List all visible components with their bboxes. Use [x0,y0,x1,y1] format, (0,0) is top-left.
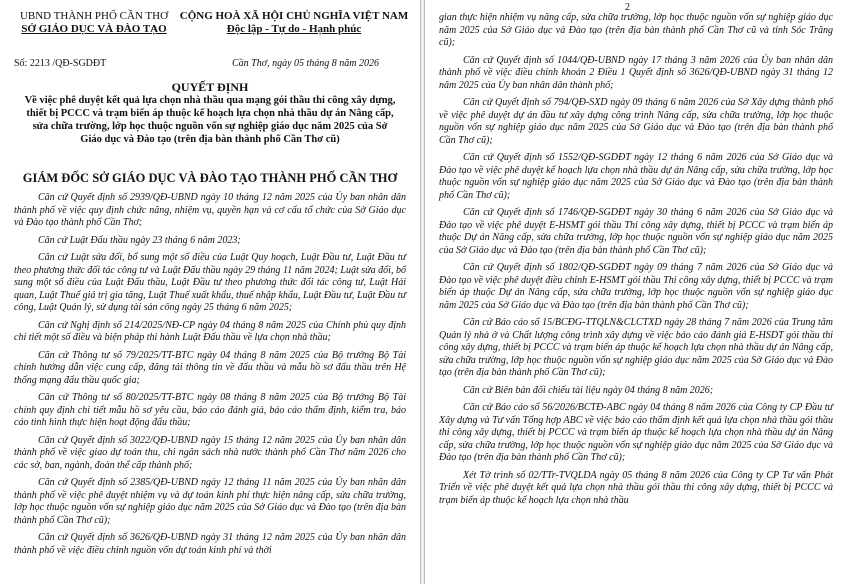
paragraph: Căn cứ Quyết định số 3022/QĐ-UBND ngày 15 tháng 12 năm 2025 của Ủy ban nhân dân thành phố về việc giao dự toán thu, chi ngân sách nhà nước thành phố Cần Thơ năm 2026 cho các sở, ban, ngành, đoàn thể cấp thành phố; [14,434,406,471]
issuing-authority: GIÁM ĐỐC SỞ GIÁO DỤC VÀ ĐÀO TẠO THÀNH PHỐ CẦN THƠ [22,171,398,185]
paragraph: Căn cứ Quyết định số 2939/QĐ-UBND ngày 10 tháng 12 năm 2025 của Ủy ban nhân dân thành phố về việc quy định chức năng, nhiệm vụ, quyền hạn và cơ cấu tổ chức của Sở Giáo dục và Đào tạo thành phố Cần Thơ; [14,192,406,228]
national-motto [174,10,414,36]
paragraph: Căn cứ Thông tư số 80/2025/TT-BTC ngày 08 tháng 8 năm 2025 của Bộ trưởng Bộ Tài chính quy định chi tiết mẫu hồ sơ yêu cầu, báo cáo đánh giá, báo cáo thẩm định, kiểm tra, báo cáo tình hình thực hiện hoạt động đấu thầu; [14,392,406,428]
agency-name: SỞ GIÁO DỤC VÀ ĐÀO TẠO [21,23,167,35]
place-date: Cần Thơ, ngày 05 tháng 8 năm 2026 [232,58,380,69]
paragraph-continuation: gian thực hiện nhiệm vụ nâng cấp, sửa chữa trường, lớp học thuộc nguồn vốn sự nghiệp giáo dục năm 2025 của Sở Giáo dục và Đào tạo (trên địa bàn thành phố Cần Thơ cũ và tỉnh Sóc Trăng cũ); [439,12,833,48]
paragraph: Căn cứ Quyết định số 794/QĐ-SXD ngày 09 tháng 6 năm 2026 của Sở Xây dựng thành phố về việc phê duyệt dự án đầu tư xây dựng công trình Nâng cấp, sửa chữa trường, lớp học thuộc nguồn vốn sự nghiệp giáo dục năm 2025 của Sở Giáo dục và Đào tạo (trên địa bàn thành phố Cần Thơ cũ); [439,97,833,146]
document-title: QUYẾT ĐỊNH [171,80,249,94]
paragraph: Xét Tờ trình số 02/TTr-TVQLDA ngày 05 tháng 8 năm 2026 của Công ty CP Tư vấn Phát Triển về việc phê duyệt kết quả lựa chọn nhà thầu gói thầu thi công xây dựng, thiết bị PCCC và trạm biến áp thuộc kế hoạch lựa chọn nhà thầu [439,469,833,506]
paragraph: Căn cứ Quyết định số 3626/QĐ-UBND ngày 31 tháng 12 năm 2025 của Ủy ban nhân dân thành phố về việc điều chỉnh nguồn vốn dự toán kinh phí và thời [14,532,406,556]
legal-basis-continued [439,12,833,512]
agency-parent: UBND THÀNH PHỐ CẦN THƠ [19,10,169,22]
paragraph: Căn cứ Quyết định số 1746/QĐ-SGDĐT ngày 30 tháng 6 năm 2026 của Sở Giáo dục và Đào tạo về việc phê duyệt E-HSMT gói thầu Thi công xây dựng, thiết bị PCCC và trạm biến áp thuộc Dự án Nâng cấp, sửa chữa trường, lớp học thuộc nguồn vốn sự nghiệp giáo dục năm 2025 của Sở Giáo dục và Đào tạo (trên địa bàn thành phố Cần Thơ cũ); [439,207,833,256]
issuing-agency [14,10,174,36]
paragraph: Căn cứ Biên bản đối chiếu tài liệu ngày 04 tháng 8 năm 2026; [463,384,714,396]
page-number: 2 [625,2,630,13]
paragraph: Căn cứ Quyết định số 1044/QĐ-UBND ngày 17 tháng 3 năm 2026 của Ủy ban nhân dân thành phố về việc điều chỉnh khoản 2 Điều 1 Quyết định số 3626/QĐ-UBND ngày 31 tháng 12 năm 2025 của Ủy ban nhân dân thành phố; [439,54,833,91]
document-page-1 [0,0,421,584]
paragraph: Căn cứ Thông tư số 79/2025/TT-BTC ngày 04 tháng 8 năm 2025 của Bộ trưởng Bộ Tài chính hướng dẫn việc cung cấp, đăng tải thông tin về đấu thầu và mẫu hồ sơ đấu thầu trên Hệ thống mạng đấu thầu quốc gia; [14,349,406,386]
document-subtitle: Về việc phê duyệt kết quả lựa chọn nhà thầu qua mạng gói thầu thi công xây dựng, thiết bị PCCC và trạm biến áp thuộc kế hoạch lựa chọn nhà thầu dự án Nâng cấp, sửa chữa trường, lớp học thuộc nguồn vốn sự nghiệp giáo dục năm 2025 của Sở Giáo dục và Đào tạo (trên địa bàn thành phố Cần Thơ cũ) [24,95,396,145]
document-page-2 [424,0,844,584]
paragraph: Căn cứ Báo cáo số 56/2026/BCTĐ-ABC ngày 04 tháng 8 năm 2026 của Công ty CP Đầu tư Xây dựng và Tư vấn Tổng hợp ABC về việc báo cáo thẩm định kết quả lựa chọn nhà thầu gói thầu thi công xây dựng, thiết bị PCCC và trạm biến áp thuộc kế hoạch lựa chọn nhà thầu dự án Nâng cấp, sửa chữa trường, lớp học thuộc nguồn vốn sự nghiệp giáo dục năm 2025 của Sở Giáo dục và Đào tạo (trên địa bàn thành phố Cần Thơ cũ); [439,402,833,463]
document-number: Số: 2213 /QĐ-SGDĐT [14,58,107,69]
motto: Độc lập - Tự do - Hạnh phúc [226,23,362,35]
paragraph: Căn cứ Luật sửa đổi, bổ sung một số điều của Luật Quy hoạch, Luật Đầu tư, Luật Đầu tư theo phương thức đối tác công tư và Luật Đấu thầu ngày 29 tháng 11 năm 2024; Luật sửa đổi, bổ sung một số điều của Luật Đấu thầu, Luật Đầu tư theo phương thức đối tác công tư, Luật Hải quan, Luật Thuế giá trị gia tăng, Luật Thuế xuất khẩu, thuế nhập khẩu, Luật Đầu tư, Luật Đầu tư công, Luật Quản lý, sử dụng tài sản công ngày 25 tháng 6 năm 2025; [14,252,406,313]
legal-basis [14,192,406,562]
paragraph: Căn cứ Quyết định số 1552/QĐ-SGDĐT ngày 12 tháng 6 năm 2026 của Sở Giáo dục và Đào tạo về việc phê duyệt kế hoạch lựa chọn nhà thầu dự án Nâng cấp, sửa chữa trường, lớp học thuộc nguồn vốn sự nghiệp giáo dục năm 2025 của Sở Giáo dục và Đào tạo (trên địa bàn thành phố Cần Thơ cũ); [439,152,833,201]
paragraph: Căn cứ Báo cáo số 15/BCĐG-TTQLN&CLCTXD ngày 28 tháng 7 năm 2026 của Trung tâm Quản lý nhà ở và Chất lượng công trình xây dựng về việc báo cáo đánh giá E-HSDT gói thầu thi công xây dựng, thiết bị PCCC và trạm biến áp thuộc kế hoạch lựa chọn nhà thầu dự án Nâng cấp, sửa chữa trường, lớp học thuộc nguồn vốn sự nghiệp giáo dục năm 2025 của Sở Giáo dục và Đào tạo (trên địa bàn thành phố Cần Thơ cũ); [439,317,833,378]
nation-name: CỘNG HOÀ XÃ HỘI CHỦ NGHĨA VIỆT NAM [179,10,409,22]
paragraph: Căn cứ Quyết định số 2385/QĐ-UBND ngày 12 tháng 11 năm 2025 của Ủy ban nhân dân thành phố về việc phê duyệt nhiệm vụ và dự toán kinh phí thực hiện nâng cấp, sửa chữa trường, lớp học thuộc nguồn vốn sự nghiệp giáo dục năm 2025 của Sở Giáo dục và Đào tạo (trên địa bàn thành phố Cần Thơ cũ); [14,477,406,526]
paragraph: Căn cứ Quyết định số 1802/QĐ-SGDĐT ngày 09 tháng 7 năm 2026 của Sở Giáo dục và Đào tạo về việc phê duyệt điều chỉnh E-HSMT gói thầu Thi công xây dựng, thiết bị PCCC và trạm biến áp thuộc Dự án Nâng cấp, sửa chữa trường, lớp học thuộc nguồn vốn sự nghiệp giáo dục năm 2025 của Sở Giáo dục và Đào tạo (trên địa bàn thành phố Cần Thơ cũ); [439,262,833,311]
paragraph: Căn cứ Luật Đấu thầu ngày 23 tháng 6 năm 2023; [38,234,241,246]
paragraph: Căn cứ Nghị định số 214/2025/NĐ-CP ngày 04 tháng 8 năm 2025 của Chính phủ quy định chi tiết một số điều và biện pháp thi hành Luật Đấu thầu về lựa chọn nhà thầu; [14,319,406,343]
